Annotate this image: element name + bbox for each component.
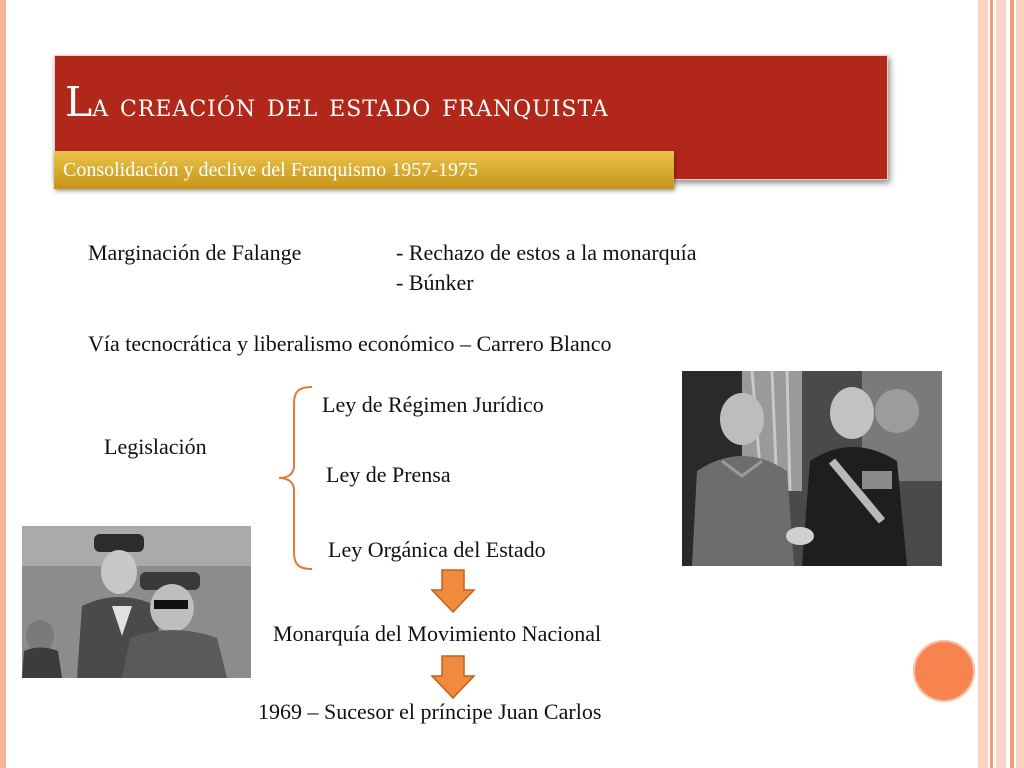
sucesor-line: 1969 – Sucesor el príncipe Juan Carlos [258,699,602,724]
down-arrow-icon [430,654,476,700]
curly-brace [276,384,316,572]
uniform-photo [22,526,251,678]
right-edge-stripe [978,0,988,768]
tecnocratica-line: Vía tecnocrática y liberalismo económico – Carrero Blanco [88,331,612,356]
title-initial: L [65,78,93,126]
falange-point-1: - Rechazo de estos a la monarquía [396,240,697,265]
legislacion-label: Legislación [104,434,207,459]
law-item: Ley de Régimen Jurídico [322,392,544,417]
down-arrow-icon [430,568,476,614]
accent-circle [913,640,975,702]
right-edge-stripe [990,0,993,768]
right-edge-stripe [996,0,1006,768]
handshake-photo [682,371,942,566]
slide-title [65,78,609,126]
right-edge-stripe [1016,0,1024,768]
subtitle-bar: Consolidación y declive del Franquismo 1957-1975 [54,151,674,189]
law-item: Ley Orgánica del Estado [328,537,546,562]
monarquia-line: Monarquía del Movimiento Nacional [273,621,602,646]
title-rest: a creación del estado franquista [92,88,609,124]
left-edge-stripe [0,0,6,768]
falange-label: Marginación de Falange [88,240,302,265]
law-item: Ley de Prensa [326,462,451,487]
right-edge-stripe [1010,0,1014,768]
falange-point-2: - Búnker [396,270,474,295]
